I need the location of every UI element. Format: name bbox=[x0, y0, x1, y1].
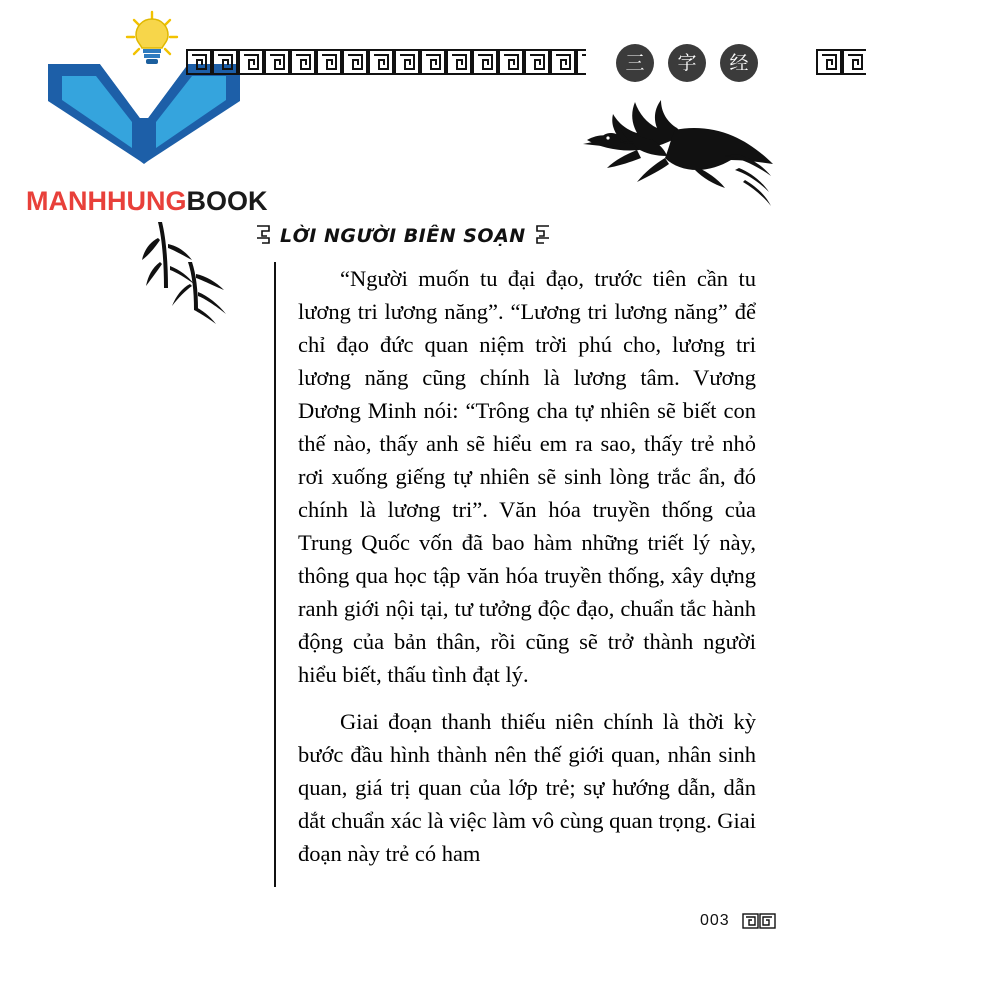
section-title: LỜI NGƯỜI BIÊN SOẠN bbox=[280, 225, 526, 247]
title-characters bbox=[616, 44, 758, 82]
page-footer bbox=[700, 912, 776, 930]
footer-ornament-icon bbox=[742, 913, 776, 929]
bamboo-branch-illustration bbox=[140, 218, 260, 328]
brand-secondary: BOOK bbox=[186, 186, 268, 216]
watermark-brand bbox=[26, 186, 267, 217]
char-circle-2: 字 bbox=[668, 44, 706, 82]
char-circle-1: 三 bbox=[616, 44, 654, 82]
char-circle-3: 经 bbox=[720, 44, 758, 82]
paragraph-1: “Người muốn tu đại đạo, trước tiên cần tu lương tri lương năng”. “Lương tri lương năng” để chỉ đạo đức quan niệm trời phú cho, lương tri lương năng cũng chính là lương tâm. Vương Dương Minh nói: “Trông cha tự nhiên sẽ biết con thế nào, thấy anh sẽ hiểu em ra sao, thấy trẻ nhỏ rơi xuống giếng tự nhiên sẽ sinh lòng trắc ẩn, đó chính là lương tri”. Văn hóa truyền thống của Trung Quốc vốn đã bao hàm những triết lý này, thông qua học tập văn hóa truyền thống, xây dựng ranh giới nội tại, tư tưởng độc đạo, chuẩn tắc hành động của bản thân, rồi cũng sẽ trở thành người hiểu biết, thấu tình đạt lý. bbox=[298, 266, 756, 687]
brand-primary: MANHHUNG bbox=[26, 186, 187, 216]
lightbulb-icon bbox=[122, 10, 182, 70]
greek-key-border-left bbox=[186, 48, 586, 76]
flying-crane-illustration bbox=[575, 78, 790, 223]
page-number: 003 bbox=[700, 912, 730, 929]
column-rule bbox=[274, 262, 276, 887]
watermark-logo bbox=[12, 8, 302, 223]
body-text bbox=[298, 262, 756, 870]
ornament-left-icon bbox=[255, 224, 273, 248]
ornament-right-icon bbox=[533, 224, 551, 248]
section-heading bbox=[255, 224, 551, 248]
greek-key-border-right bbox=[816, 48, 866, 76]
paragraph-2: Giai đoạn thanh thiếu niên chính là thời kỳ bước đầu hình thành nên thế giới quan, nhân sinh quan, giá trị quan của lớp trẻ; sự hướng dẫn, dẫn dắt chuẩn xác là việc làm vô cùng quan trọng. Giai đoạn này trẻ có ham bbox=[298, 709, 756, 866]
